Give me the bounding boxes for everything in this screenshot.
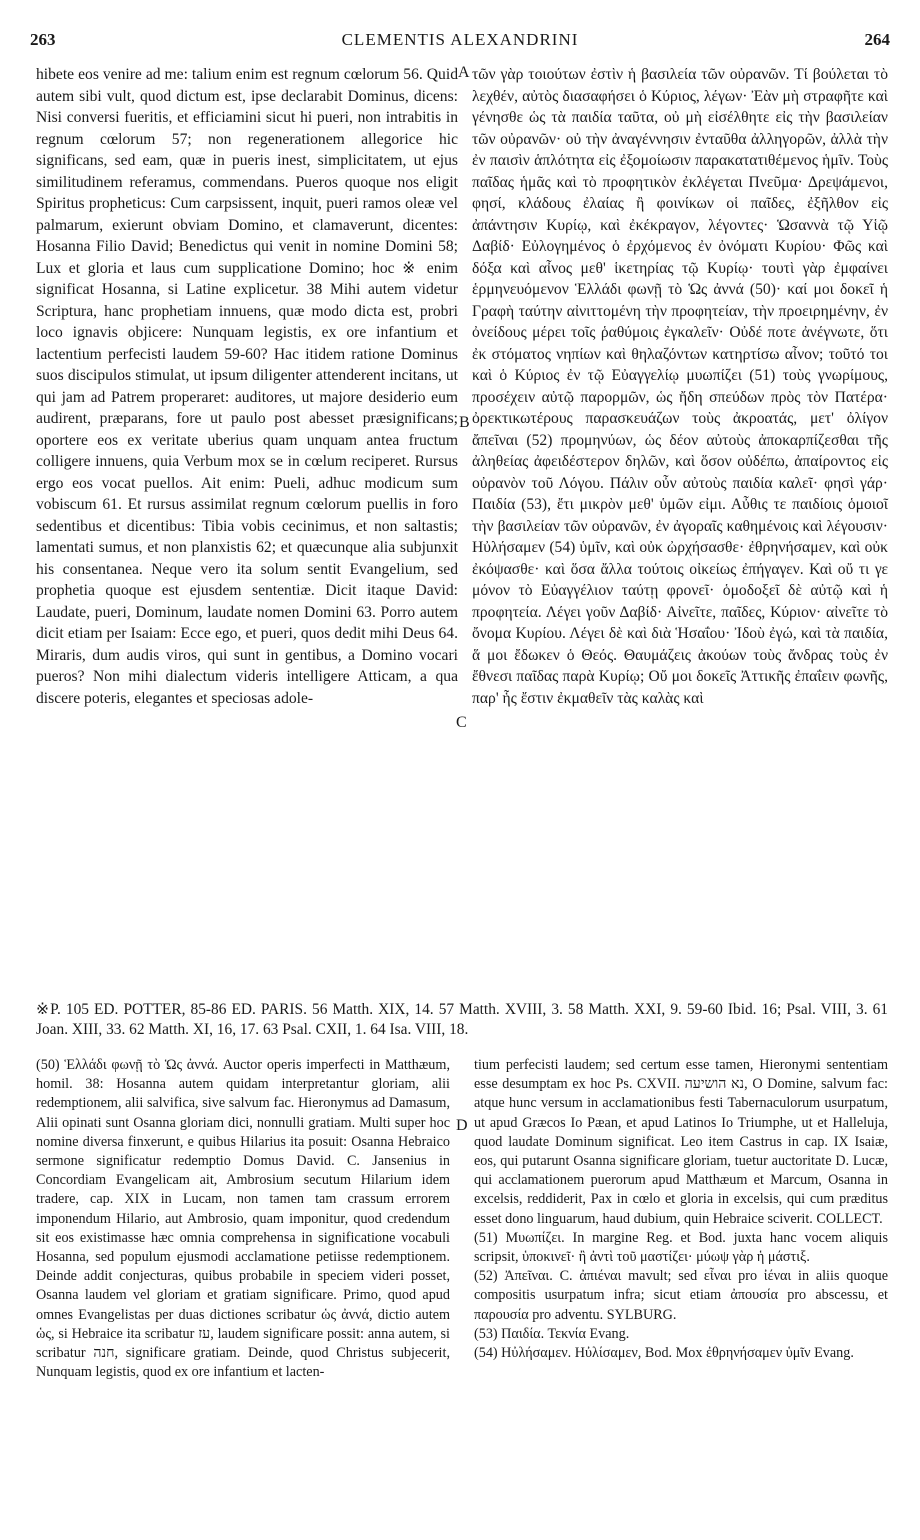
- note-52: (52) Ἀπεῖναι. C. ἀπιέναι mavult; sed εἶναι pro ἰέναι in aliis quoque compositis usurpatum infra; sicut etiam ἀπουσία pro abscessu, et παρουσία pro adventu. SYLBURG.: [474, 1268, 888, 1323]
- page-header: [30, 30, 890, 54]
- page-number-left: 263: [30, 30, 56, 49]
- note-50: (50) Ἑλλάδι φωνῇ τὸ Ὡς ἀννά. Auctor operis imperfecti in Matthæum, homil. 38: Hosanna autem quidam interpretantur gloriam, alii redemptionem, alii salvifica, sive salvum fac. Hieronymus ad Damasum, Alii opinati sunt Osanna gloriam dici, nonnulli gratiam. Multi super hoc nomine diversa finxerunt, e quibus Hilarius ita posuit: Osanna Hebraico sermone significatur redemptio Domus David. C. Jansenius in Concordiam Evangelicam ait, Ambrosium secutum Hilarium idem tradere, cap. XIX in Lucam, non tamen tam crassum errorem imponendum Hilario, aut Ambrosio, quam imponitur, quod credendum sit eos existimasse hæc omnia comprehensa in significatione vocabuli Hosanna, sed populum ejusmodi acclamatione petiisse redemptionem. Deinde addit conjecturas, quibus probabile in speciem videri posset, Osanna laudem vel gloriam et gratiam significare. Primo, quod apud omnes Evangelistas per duas dictiones scribatur ὡς ἀννά, dictio autem ὡς, si Hebraice ita scribatur עז, laudem significare possit: anna autem, si scribatur חנה, significare gratiam. Deinde, quod Christus subjecerit, Nunquam legistis, quod ex ore infantium et lacten-: [36, 1057, 450, 1381]
- margin-letter-d: D: [456, 1117, 468, 1134]
- page-number-right: 264: [864, 30, 890, 49]
- note-54: (54) Ηὐλήσαμεν. Ηὐλίσαμεν, Bod. Mox ἐθρηνήσαμεν ὑμῖν Evang.: [474, 1345, 854, 1362]
- greek-column: [472, 64, 888, 709]
- margin-letter-c: C: [456, 714, 467, 731]
- greek-text: τῶν γὰρ τοιούτων ἐστὶν ἡ βασιλεία τῶν οὐρανῶν. Τί βούλεται τὸ λεχθέν, αὐτὸς διασαφήσει ὁ Κύριος, λέγων· Ἐὰν μὴ στραφῆτε καὶ γένησθε ὡς τὰ παιδία ταῦτα, οὐ μὴ εἰσέλθητε εἰς τὴν βασιλείαν τῶν οὐρανῶν· οὐ τὴν ἀναγέννησιν ἐνταῦθα ἀλληγορῶν, ἀλλὰ τὴν ἐν παισὶν ἁπλότητα εἰς ἐξομοίωσιν παρακατατιθέμενος ἡμῖν. Τοὺς παῖδας ἡμᾶς καὶ τὸ προφητικὸν ἐκλέγεται Πνεῦμα· Δρεψάμενοι, φησί, κλάδους ἐλαίας ἢ φοινίκων οἱ παῖδες, ἐξῆλθον εἰς ἀπάντησιν Κυρίῳ, καὶ ἐκέκραγον, λέγοντες· Ὡσαννὰ τῷ Υἱῷ Δαβίδ· Εὐλογημένος ὁ ἐρχόμενος ἐν ὀνόματι Κυρίου· Φῶς καὶ δόξα καὶ αἶνος μεθ' ἱκετηρίας τῷ Κυρίῳ· τουτὶ γὰρ ἐμφαίνει ἑρμηνευόμενον Ἑλλάδι φωνῇ τὸ Ὡς ἀννά (50)· καί μοι δοκεῖ ἡ Γραφὴ ταύτην αἰνιττομένη τὴν προφητείαν, τὴν προειρημένην, ἐν ὀνείδους μέρει τοῖς ῥαθύμοις ἐγκαλεῖν· Οὐδέ ποτε ἀνέγνωτε, ὅτι ἐκ στόματος νηπίων καὶ θηλαζόντων κατηρτίσω αἶνον; τοῦτό τοι καὶ ὁ Κύριος ἐν τῷ Εὐαγγελίῳ μυωπίζει (51) τοὺς γνωρίμους, προσέχειν αὐτῷ παρορμῶν, ὡς ἤδη σπεύδων πρὸς τὸν Πατέρα· ὀρεκτικωτέρους παρασκευάζων τοὺς ἀκροατάς, μετ' ὀλίγον ἄπεῖναι (52) προμηνύων, ὡς δέον αὐτοὺς ἀποκαρπίζεσθαι τῆς ἀληθείας ἀφειδέστερον δηλῶν, καὶ ὅσον οὐδέπω, ἀπαίροντος εἰς οὐρανὸν τοῦ Λόγου. Πάλιν οὖν αὐτοὺς παιδία καλεῖ· φησὶ γάρ· Παιδία (53), ἔτι μικρὸν μεθ' ὑμῶν εἰμι. Αὖθις τε παιδίοις ὁμοιοῖ τὴν βασιλείαν τῶν οὐρανῶν, ἐν ἀγοραῖς καθημένοις καὶ λέγουσιν· Ηὐλήσαμεν (54) ὑμῖν, καὶ οὐκ ὠρχήσασθε· ἐθρηνήσαμεν, καὶ οὐκ ἐκόψασθε· καὶ ὅσα ἄλλα τούτοις οἰκείως ἐπήγαγεν. Καὶ οὔ τι γε μόνον τὸ Εὐαγγέλιον ταύτῃ φρονεῖ· ὁμοδοξεῖ δὲ αὐτῷ καὶ ἡ προφητεία. Λέγει γοῦν Δαβίδ· Αἰνεῖτε, παῖδες, Κύριον· αἰνεῖτε τὸ ὄνομα Κυρίου. Λέγει δὲ καὶ διὰ Ἡσαΐου· Ἰδοὺ ἐγώ, καὶ τὰ παιδία, ἅ μοι ἔδωκεν ὁ Θεός. Θαυμάζεις ἀκούων τοὺς ἄνδρας τοὺς ἐν ἔθνεσι παῖδας παρὰ Κυρίῳ; Οὔ μοι δοκεῖς Ἀττικῆς ἐπαΐειν φωνῆς, παρ' ἧς ἔστιν ἐκμαθεῖν τὰς καλὰς καὶ: [472, 66, 888, 707]
- notes-left-column: [36, 1056, 450, 1382]
- references-text: ※P. 105 ED. POTTER, 85-86 ED. PARIS. 56 Matth. XIX, 14. 57 Matth. XVIII, 3. 58 Matth. XXI, 9. 59-60 Ibid. 16; Psal. VIII, 3. 61 Joan. XIII, 33. 62 Matth. XI, 16, 17. 63 Psal. CXII, 1. 64 Isa. VIII, 18.: [36, 1001, 888, 1038]
- margin-letter-b: B: [459, 414, 470, 431]
- margin-letter-a: A: [458, 64, 470, 81]
- note-53: (53) Παιδία. Τεκνία Evang.: [474, 1325, 630, 1342]
- note-51: (51) Μυωπίζει. In margine Reg. et Bod. juxta hanc vocem aliquis scripsit, ὑποκινεῖ· ἢ ἀντὶ τοῦ μαστίζει· μύωψ γὰρ ἡ μάστιξ.: [474, 1229, 888, 1266]
- note-50-continued: tium perfecisti laudem; sed certum esse tamen, Hieronymi sententiam esse desumptam ex hoc Ps. CXVII. נא הושיעה, O Domine, salvum fac: atque hunc versum in acclamationibus festi Tabernaculorum usurpatum, ut apud Græcos Io Pæan, et apud Latinos Io Triumphe, ut et Halleluja, quod laudate Dominum significat. Leo item Castrus in cap. IX Isaiæ, eos, qui putarunt Osanna significare gloriam, tuetur auctoritate D. Lucæ, qui acclamationem puerorum apud Matthæum et Marcum, Osanna in excelsis, reddiderit, Pax in cœlo et gloria in excelsis, qui cum præditus esset dono linguarum, haud dubium, quin Hebraice sciverit. COLLECT.: [474, 1057, 888, 1227]
- notes-right-column: [474, 1056, 888, 1363]
- latin-column: [36, 64, 458, 709]
- latin-text: hibete eos venire ad me: talium enim est regnum cœlorum 56. Quid autem sibi vult, quod dictum est, ipse declarabit Dominus, dicens: Nisi conversi fueritis, et efficiamini sicut hi pueri, non intrabitis in regnum cœlorum 57; non regenerationem allegorice hic significans, sed eam, quæ in pueris inest, simplicitatem, ut ejus similitudinem referamus, commendans. Pueros quoque nos eligit Spiritus propheticus: Cum carpsissent, inquit, pueri ramos oleæ vel palmarum, exierunt obviam Domino, et clamaverunt, dicentes: Hosanna Filio David; Benedictus qui venit in nomine Domini 58; Lux et gloria et laus cum supplicatione Domino; hoc ※ enim significat Hosanna, si Latine explicetur. 38 Mihi autem videtur Scriptura, hanc prophetiam innuens, quæ modo dicta est, probri loco ignavis objicere: Nunquam legistis, ex ore infantium et lactentium perfecisti laudem 59-60? Hac itidem ratione Dominus suos discipulos stimulat, ut ipsum diligenter attenderent incitans, ut qui jam ad Patrem properaret: auditores, ut majore desiderio eum audirent, præparans, fore ut paulo post abesset præsignificans; oportere eos ex veritate uberius quam unquam antea fructum colligere innuens, quia Verbum mox se in cœlum reciperet. Rursus ergo eos vocat puellos. Ait enim: Pueli, adhuc modicum sum vobiscum 61. Et rursus assimilat regnum cœlorum puellis in foro sedentibus et dicentibus: Tibia vobis cecinimus, et non saltastis; lamentati sumus, et non planxistis 62; et quæcunque alia subjunxit his consentanea. Neque vero ita solum sentit Evangelium, sed prophetia quoque est ejusdem sententiæ. Dicit itaque David: Laudate, pueri, Dominum, laudate nomen Domini 63. Porro autem dicit etiam per Isaiam: Ecce ego, et pueri, quos dedit mihi Deus 64. Miraris, dum audis viros, qui sunt in gentibus, a Domino vocari pueros? Non mihi dialectum videris intelligere Atticam, a qua discere poteris, elegantes et speciosas adole-: [36, 66, 458, 707]
- scripture-references: [36, 1000, 888, 1040]
- running-title: CLEMENTIS ALEXANDRINI: [341, 30, 579, 49]
